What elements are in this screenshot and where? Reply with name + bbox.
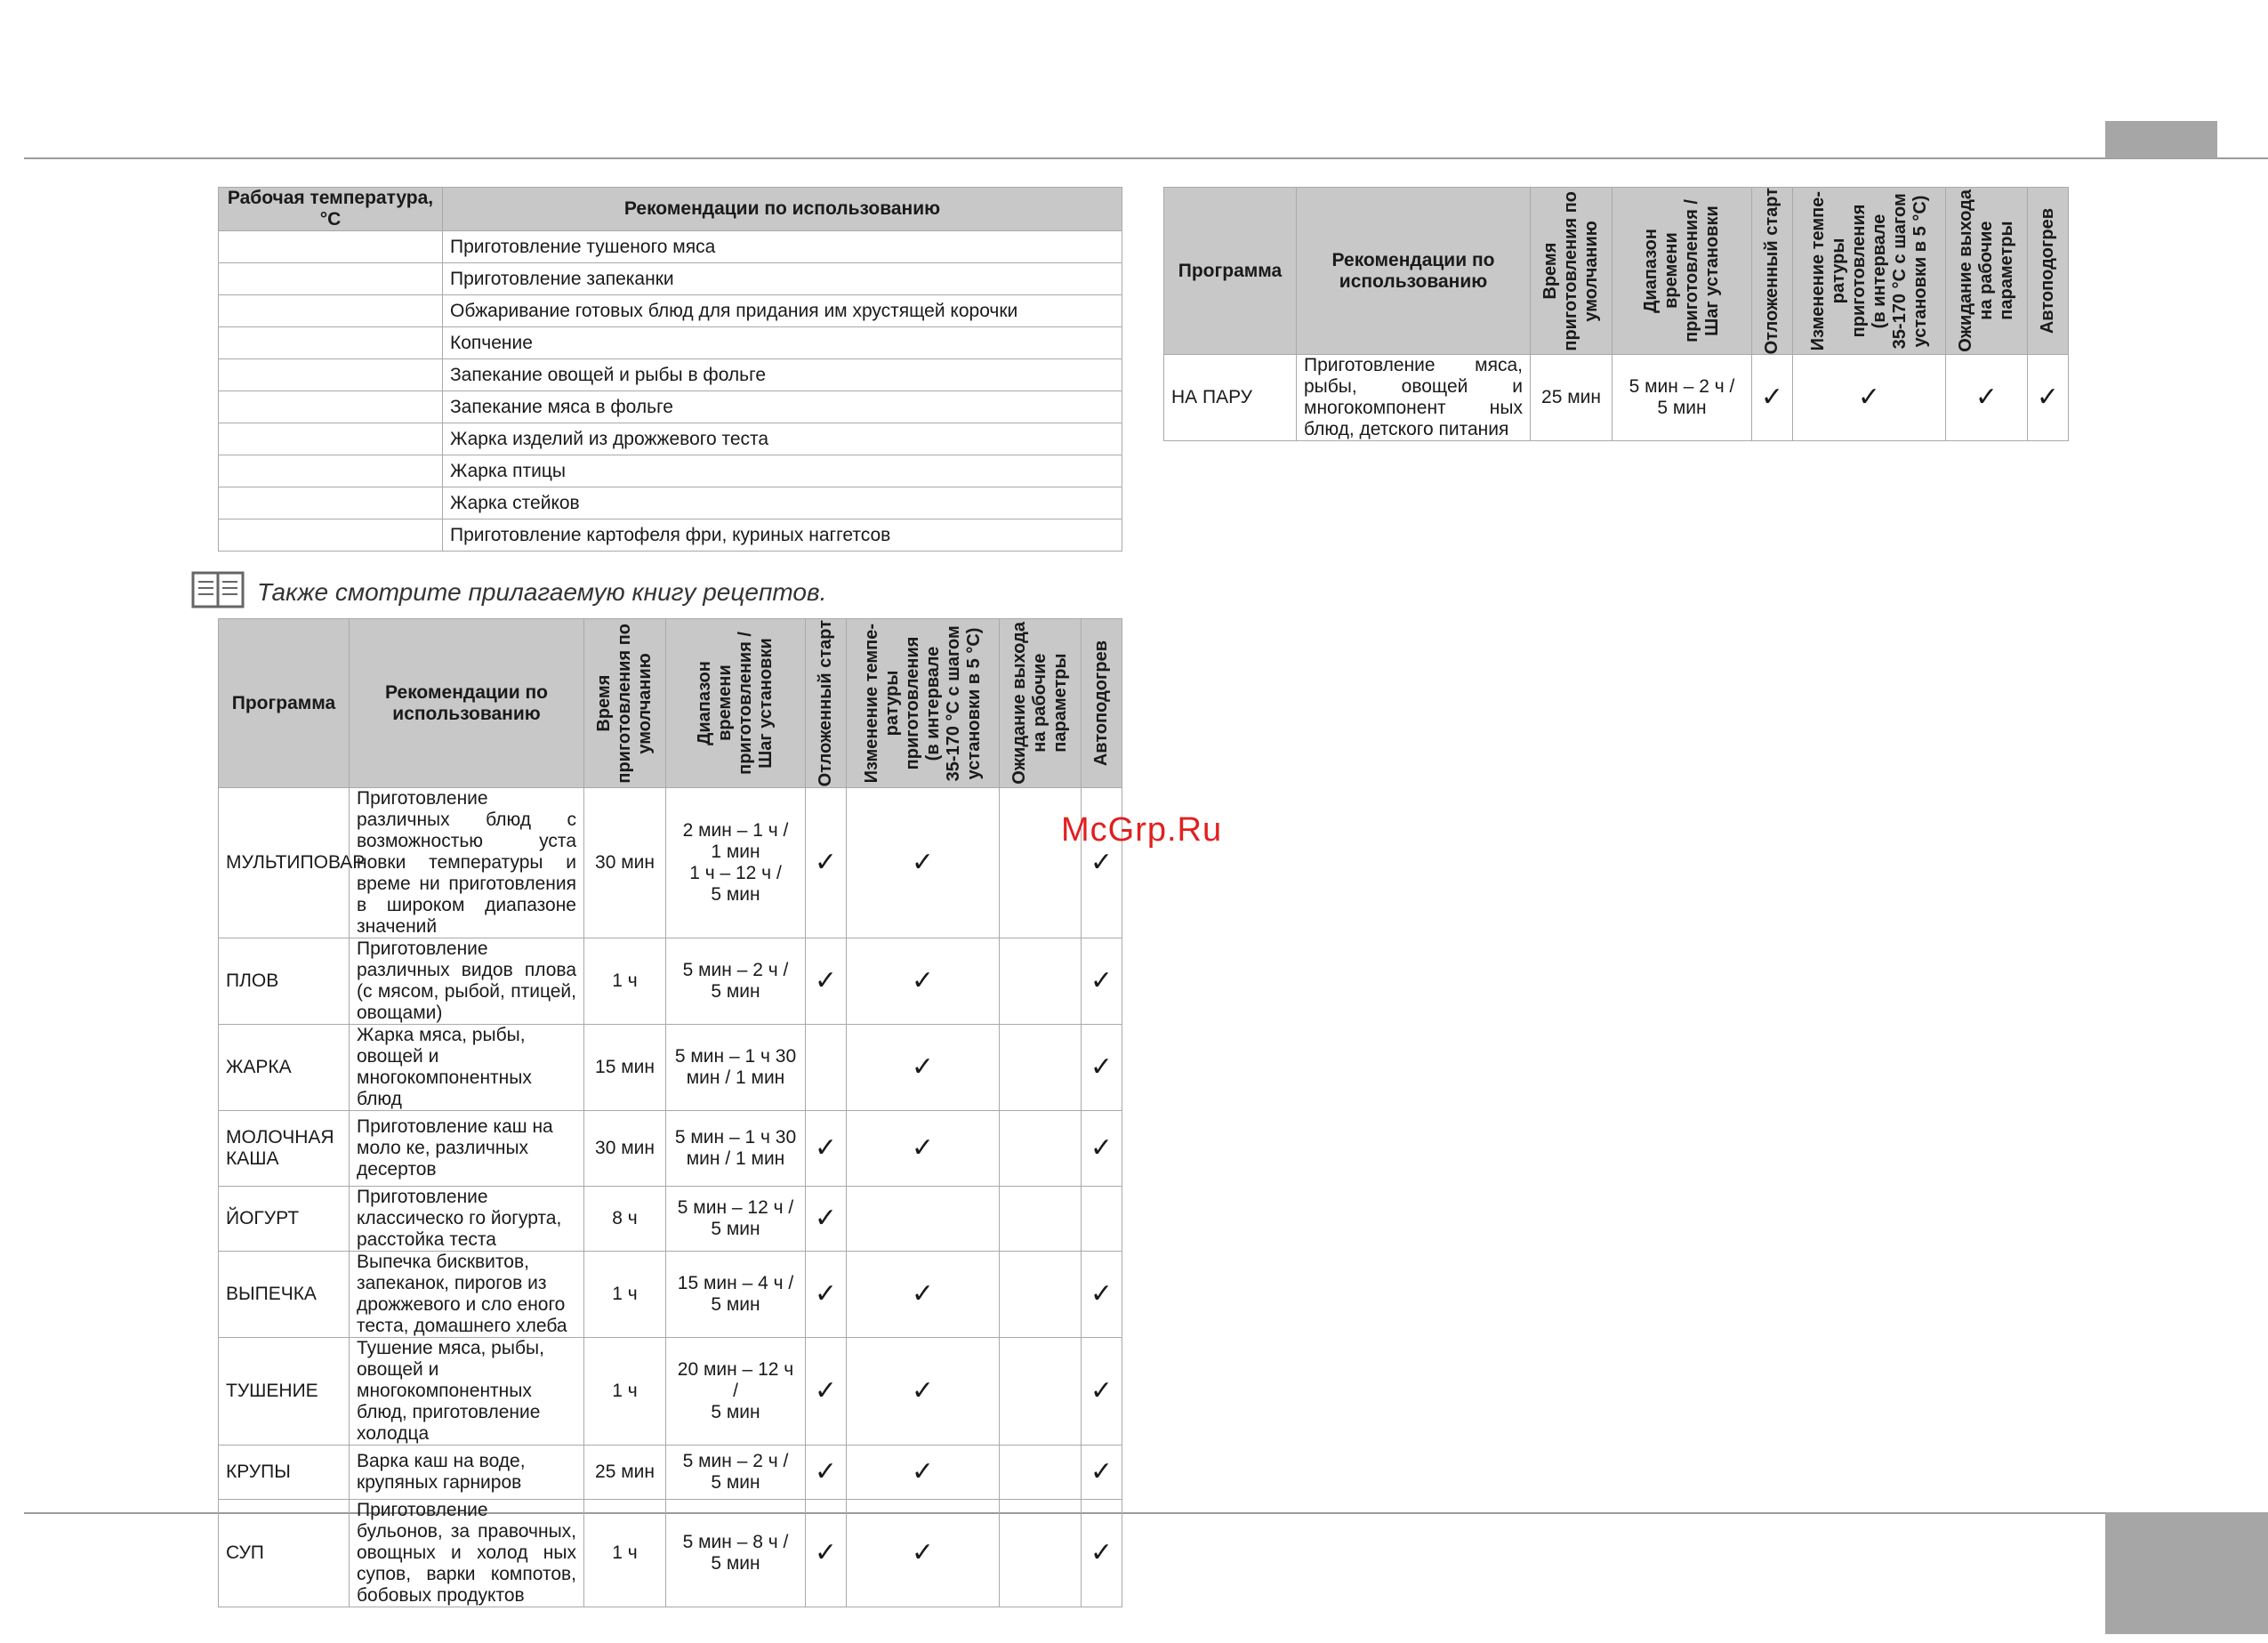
table-row: ВЫПЕЧКА Выпечка бисквитов, запеканок, пирогов из дрожжевого и сло еного теста, домашнего хлеба 1 ч 15 мин – 4 ч / 5 мин ✓ ✓ ✓ bbox=[219, 1252, 1122, 1338]
table-row: Обжаривание готовых блюд для придания им хрустящей корочки bbox=[219, 295, 1122, 327]
table-row: Жарка стейков bbox=[219, 487, 1122, 519]
default-time-header: Время приготовления по умолчанию bbox=[594, 623, 655, 784]
check-icon bbox=[1000, 1500, 1082, 1607]
check-icon: ✓ bbox=[847, 1025, 1000, 1111]
check-icon bbox=[1000, 788, 1082, 938]
temp-recommend-header: Рекомендации по использованию bbox=[443, 188, 1122, 231]
waiting-header: Ожидание выхода на рабочие параметры bbox=[1956, 189, 2016, 353]
delayed-start-header: Отложенный старт bbox=[1762, 188, 1781, 355]
temp-change-header: Изменение темпе- ратуры приготовления (в интервале 35-170 °С с шагом установки в 5 °С) bbox=[1807, 191, 1930, 351]
table-row: Приготовление картофеля фри, куриных наггетсов bbox=[219, 519, 1122, 552]
check-icon bbox=[1082, 1187, 1122, 1252]
steam-program-table bbox=[1163, 187, 2069, 441]
check-icon: ✓ bbox=[1082, 1025, 1122, 1111]
check-icon: ✓ bbox=[806, 1338, 847, 1446]
check-icon: ✓ bbox=[806, 1252, 847, 1338]
check-icon bbox=[1000, 1111, 1082, 1187]
bottom-grey-tab bbox=[2105, 1512, 2268, 1634]
check-icon: ✓ bbox=[1946, 355, 2028, 441]
table-row: Приготовление тушеного мяса bbox=[219, 231, 1122, 263]
range-header: Диапазон времени приготовления / Шаг установки bbox=[1641, 199, 1722, 343]
check-icon bbox=[1000, 1446, 1082, 1500]
check-icon: ✓ bbox=[806, 1446, 847, 1500]
watermark: McGrp.Ru bbox=[1061, 811, 1223, 849]
temp-change-header: Изменение темпе- ратуры приготовления (в интервале 35-170 °С с шагом установки в 5 °С) bbox=[861, 623, 984, 784]
table-row: Приготовление запеканки bbox=[219, 263, 1122, 295]
check-icon: ✓ bbox=[847, 1338, 1000, 1446]
table-row: СУП Приготовление бульонов, за правочных, овощных и холод ных супов, варки компотов, бобовых продуктов 1 ч 5 мин – 8 ч / 5 мин ✓ ✓ ✓ bbox=[219, 1500, 1122, 1607]
autoheat-header: Автоподогрев bbox=[2038, 208, 2057, 334]
default-time-header: Время приготовления по умолчанию bbox=[1540, 190, 1601, 351]
check-icon: ✓ bbox=[1082, 1446, 1122, 1500]
table-row: КРУПЫ Варка каш на воде, крупяных гарниров 25 мин 5 мин – 2 ч / 5 мин ✓ ✓ ✓ bbox=[219, 1446, 1122, 1500]
check-icon bbox=[847, 1187, 1000, 1252]
check-icon: ✓ bbox=[847, 1446, 1000, 1500]
table-row: ЖАРКА Жарка мяса, рыбы, овощей и многокомпонентных блюд 15 мин 5 мин – 1 ч 30 мин / 1 мин ✓ ✓ bbox=[219, 1025, 1122, 1111]
recommend-header: Рекомендации по использованию bbox=[350, 619, 584, 788]
check-icon: ✓ bbox=[806, 1187, 847, 1252]
check-icon bbox=[1000, 1025, 1082, 1111]
table-row: МОЛОЧНАЯ КАША Приготовление каш на моло ке, различных десертов 30 мин 5 мин – 1 ч 30 мин / 1 мин ✓ ✓ ✓ bbox=[219, 1111, 1122, 1187]
steam-header-row bbox=[1164, 188, 2069, 355]
check-icon: ✓ bbox=[1082, 1500, 1122, 1607]
table-row: МУЛЬТИПОВАР Приготовление различных блюд с возможностью уста новки температуры и време ни приготовления в широком диапазоне значений 30 мин 2 мин – 1 ч / 1 мин 1 ч – 12 ч / 5 мин ✓ ✓ ✓ bbox=[219, 788, 1122, 938]
programs-table bbox=[218, 618, 1122, 1607]
programs-header-row bbox=[219, 619, 1122, 788]
table-row: Запекание мяса в фольге bbox=[219, 391, 1122, 423]
check-icon: ✓ bbox=[1082, 788, 1122, 938]
check-icon: ✓ bbox=[806, 938, 847, 1025]
check-icon bbox=[806, 1025, 847, 1111]
check-icon: ✓ bbox=[1082, 938, 1122, 1025]
check-icon: ✓ bbox=[1082, 1338, 1122, 1446]
book-icon bbox=[191, 569, 245, 615]
check-icon: ✓ bbox=[847, 938, 1000, 1025]
check-icon: ✓ bbox=[806, 788, 847, 938]
table-row: ТУШЕНИЕ Тушение мяса, рыбы, овощей и многокомпонентных блюд, приготовление холодца 1 ч 20 мин – 12 ч / 5 мин ✓ ✓ ✓ bbox=[219, 1338, 1122, 1446]
check-icon bbox=[1000, 938, 1082, 1025]
temperature-table bbox=[218, 187, 1122, 552]
top-rule bbox=[24, 157, 2268, 159]
waiting-header: Ожидание выхода на рабочие параметры bbox=[1009, 622, 1070, 785]
program-header: Программа bbox=[219, 619, 350, 788]
note-text: Также смотрите прилагаемую книгу рецептов. bbox=[257, 577, 827, 606]
check-icon: ✓ bbox=[847, 1252, 1000, 1338]
check-icon: ✓ bbox=[1082, 1252, 1122, 1338]
check-icon: ✓ bbox=[1793, 355, 1946, 441]
table-row: Жарка изделий из дрожжевого теста bbox=[219, 423, 1122, 455]
recipe-book-note bbox=[191, 569, 826, 615]
check-icon bbox=[1000, 1252, 1082, 1338]
table-row: Запекание овощей и рыбы в фольге bbox=[219, 359, 1122, 391]
check-icon: ✓ bbox=[806, 1500, 847, 1607]
delayed-start-header: Отложенный старт bbox=[816, 619, 835, 787]
check-icon: ✓ bbox=[1082, 1111, 1122, 1187]
temp-header: Рабочая температура, °C bbox=[219, 188, 443, 231]
table-row: НА ПАРУ Приготовление мяса, рыбы, овощей и многокомпонент ных блюд, детского питания 25 мин 5 мин – 2 ч / 5 мин ✓ ✓ ✓ ✓ bbox=[1164, 355, 2069, 441]
check-icon: ✓ bbox=[806, 1111, 847, 1187]
check-icon: ✓ bbox=[847, 1500, 1000, 1607]
table-row: Копчение bbox=[219, 327, 1122, 359]
check-icon: ✓ bbox=[1752, 355, 1793, 441]
check-icon: ✓ bbox=[2028, 355, 2069, 441]
top-grey-tab bbox=[2105, 121, 2217, 158]
check-icon: ✓ bbox=[847, 788, 1000, 938]
check-icon: ✓ bbox=[847, 1111, 1000, 1187]
autoheat-header: Автоподогрев bbox=[1091, 640, 1111, 767]
check-icon bbox=[1000, 1187, 1082, 1252]
recommend-header: Рекомендации по использованию bbox=[1297, 188, 1531, 355]
table-row: ЙОГУРТ Приготовление классическо го йогурта, расстойка теста 8 ч 5 мин – 12 ч / 5 мин ✓ bbox=[219, 1187, 1122, 1252]
table-row: ПЛОВ Приготовление различных видов плова (с мясом, рыбой, птицей, овощами) 1 ч 5 мин – 2 ч / 5 мин ✓ ✓ ✓ bbox=[219, 938, 1122, 1025]
range-header: Диапазон времени приготовления / Шаг установки bbox=[695, 632, 776, 775]
check-icon bbox=[1000, 1338, 1082, 1446]
table-row: Жарка птицы bbox=[219, 455, 1122, 487]
program-header: Программа bbox=[1164, 188, 1297, 355]
